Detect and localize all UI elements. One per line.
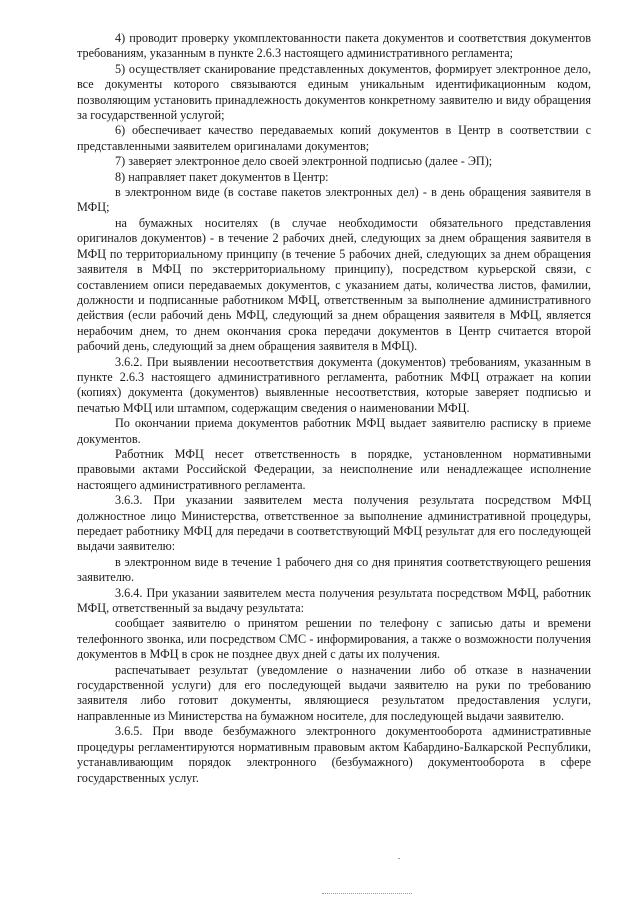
paragraph-paper-delivery: на бумажных носителях (в случае необходимости обязательного представления оригиналов документов) - в течение 2 рабочих дней, следующих за днем обращения заявителя в МФЦ по территориальному принципу (в течение 5 рабочих дней, следующих за днем обращения заявителя в МФЦ по экстерриториальному принципу), посредством курьерской связи, с составлением описи передаваемых документов, с указанием даты, количества листов, фамилии, должности и подписанные работником МФЦ, ответственным за выполнение административного действия (если рабочий день МФЦ, следующий за днем обращения заявителя в МФЦ, является нерабочим днем, то днем окончания срока передачи документов в Центр считается второй рабочий день, следующий за днем обращения заявителя в МФЦ).	[77, 215, 591, 354]
scan-footer-marks	[322, 893, 412, 895]
paragraph-3-6-3: 3.6.3. При указании заявителем места получения результата посредством МФЦ должностное лицо Министерства, ответственное за выполнение административной процедуры, передает работнику МФЦ для передачи в соответствующий МФЦ результат для его последующей выдачи заявителю:	[77, 493, 591, 554]
paragraph-item-4: 4) проводит проверку укомплектованности пакета документов и соответствия документов требованиям, указанным в пункте 2.6.3 настоящего административного регламента;	[77, 31, 591, 61]
paragraph-item-6: 6) обеспечивает качество передаваемых копий документов в Центр в соответствии с представленными заявителем оригиналами документов;	[77, 123, 591, 153]
document-body	[77, 31, 591, 786]
paragraph-3-6-5: 3.6.5. При вводе безбумажного электронного документооборота административные процедуры регламентируются нормативным правовым актом Кабардино-Балкарской Республики, устанавливающим порядок электронного (безбумажного) документооборота в сфере государственных услуг.	[77, 724, 591, 785]
paragraph-electronic-delivery: в электронном виде (в составе пакетов электронных дел) - в день обращения заявителя в МФЦ;	[77, 185, 591, 215]
scan-speck	[398, 858, 400, 859]
paragraph-3-6-4: 3.6.4. При указании заявителем места получения результата посредством МФЦ, работник МФЦ, ответственный за выдачу результата:	[77, 585, 591, 616]
paragraph-receipt: По окончании приема документов работник МФЦ выдает заявителю расписку в приеме документов.	[77, 416, 591, 446]
paragraph-notify: сообщает заявителю о принятом решении по телефону с записью даты и времени телефонного звонка, или посредством СМС - информирования, а также о возможности получения документов в МФЦ в срок не позднее двух дней с даты их получения.	[77, 616, 591, 662]
paragraph-item-8: 8) направляет пакет документов в Центр:	[115, 169, 329, 184]
paragraph-electronic-result: в электронном виде в течение 1 рабочего дня со дня принятия соответствующего решения заявителю.	[77, 554, 591, 585]
paragraph-item-5: 5) осуществляет сканирование представленных документов, формирует электронное дело, все документы которого связываются единым уникальным идентификационным кодом, позволяющим установить принадлежность документов конкретному заявителю и виду обращения за государственной услугой;	[77, 61, 591, 123]
paragraph-item-7: 7) заверяет электронное дело своей электронной подписью (далее - ЭП);	[115, 154, 493, 169]
paragraph-responsibility: Работник МФЦ несет ответственность в порядке, установленном нормативными правовыми актами Российской Федерации, за неисполнение или ненадлежащее исполнение настоящего административного регламента.	[77, 446, 591, 492]
paragraph-3-6-2: 3.6.2. При выявлении несоответствия документа (документов) требованиям, указанным в пункте 2.6.3 настоящего административного регламента, работник МФЦ отражает на копии (копиях) документа (документов) выявленные несоответствия, которые заверяет подписью и печатью МФЦ или штампом, содержащим сведения о наименовании МФЦ.	[77, 354, 591, 415]
paragraph-print-result: распечатывает результат (уведомление о назначении либо об отказе в назначении государственной услуги) для его последующей выдачи заявителю на руки по требованию заявителя либо готовит документы, являющиеся результатом предоставления услуги, направленные из Министерства на бумажном носителе, для последующей выдачи заявителю.	[77, 662, 591, 723]
